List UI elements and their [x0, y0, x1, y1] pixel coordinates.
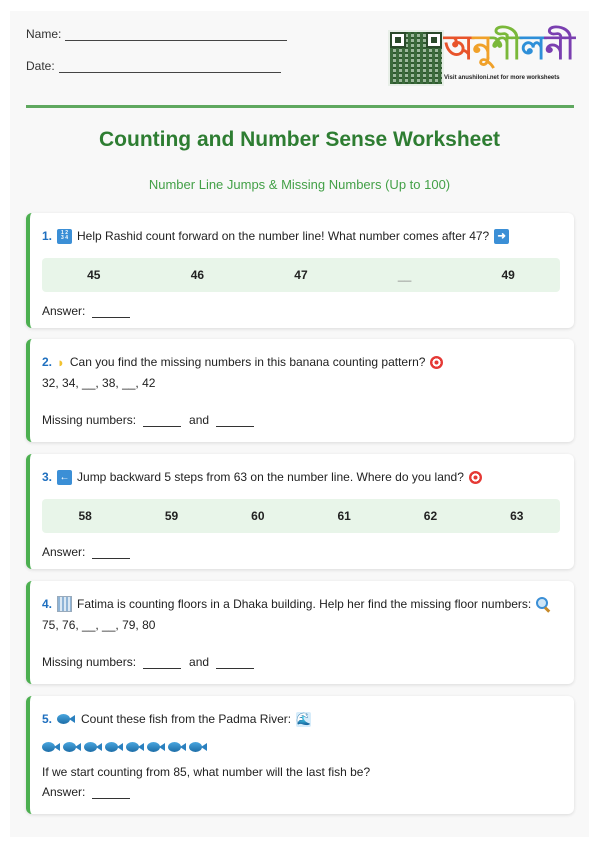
question-card-2: [26, 339, 574, 442]
fish-icon: [63, 741, 82, 753]
worksheet-page: [10, 11, 589, 837]
question-number: 5.: [42, 712, 53, 726]
fish-icon: [105, 741, 124, 753]
name-line[interactable]: [65, 28, 287, 41]
missing-blank-2[interactable]: [216, 416, 254, 427]
brand-wordmark: [444, 25, 574, 71]
and-label: and: [189, 655, 210, 669]
fish-icon: [42, 741, 61, 753]
name-label: Name:: [26, 27, 62, 41]
fish-icon: [168, 741, 187, 753]
missing-blank-2[interactable]: [216, 658, 254, 669]
number-sequence: 75, 76, __, __, 79, 80: [42, 618, 156, 632]
fish-icon: [57, 713, 76, 725]
answer-blank[interactable]: [92, 788, 130, 799]
question-text: Can you find the missing numbers in this banana counting pattern?: [69, 355, 426, 369]
answer-blank[interactable]: [92, 548, 130, 559]
name-field[interactable]: [26, 27, 287, 41]
number-line: [42, 499, 560, 533]
brand-char: নী: [544, 28, 574, 68]
question-number: 1.: [42, 229, 53, 243]
number-line-item: 46: [190, 268, 205, 282]
answer-row: [42, 304, 560, 318]
brand-char: অ: [444, 28, 473, 68]
input-numbers-icon: 1 2 3 4: [57, 229, 72, 244]
answer-row: [42, 545, 560, 559]
question-text: Jump backward 5 steps from 63 on the number line. Where do you land?: [77, 470, 464, 484]
target-icon: [430, 356, 443, 369]
missing-numbers-row: [42, 413, 560, 427]
brand-tagline: Visit anushiloni.net for more worksheets: [444, 75, 560, 81]
question-text: Fatima is counting floors in a Dhaka building. Help her find the missing floor numbers:: [77, 597, 532, 611]
brand-char: শী: [491, 28, 521, 68]
brand-char: ল: [520, 28, 545, 68]
answer-label: Answer:: [42, 304, 86, 318]
question-card-4: [26, 581, 574, 684]
question-card-3: [26, 454, 574, 569]
question-text: Help Rashid count forward on the number line! What number comes after 47?: [77, 229, 490, 243]
missing-label: Missing numbers:: [42, 413, 137, 427]
fish-icon: [189, 741, 208, 753]
number-line-blank[interactable]: __: [397, 268, 412, 282]
fish-row: [42, 738, 560, 756]
question-prompt: If we start counting from 85, what number will the last fish be?: [42, 765, 371, 779]
fish-icon: [147, 741, 166, 753]
number-line-item: 47: [294, 268, 308, 282]
number-line-item: 59: [164, 509, 179, 523]
left-arrow-icon: ←: [57, 470, 72, 485]
question-card-1: [26, 213, 574, 328]
qr-code-icon: [388, 30, 444, 86]
missing-blank-1[interactable]: [143, 658, 181, 669]
number-line-item: 60: [251, 509, 265, 523]
question-number: 3.: [42, 470, 53, 484]
number-line-item: 61: [337, 509, 351, 523]
missing-numbers-row: [42, 655, 560, 669]
missing-blank-1[interactable]: [143, 416, 181, 427]
office-building-icon: [57, 596, 72, 612]
question-text: Count these fish from the Padma River:: [81, 712, 292, 726]
number-line: [42, 258, 560, 292]
number-sequence: 32, 34, __, 38, __, 42: [42, 376, 156, 390]
date-label: Date:: [26, 59, 55, 73]
brand-logo: [386, 25, 572, 91]
and-label: and: [189, 413, 210, 427]
wave-icon: 🌊: [296, 712, 312, 726]
answer-label: Answer:: [42, 785, 86, 799]
page-title: Counting and Number Sense Worksheet: [99, 128, 500, 151]
question-card-5: [26, 696, 574, 814]
fish-icon: [84, 741, 103, 753]
missing-label: Missing numbers:: [42, 655, 137, 669]
number-line-item: 45: [87, 268, 101, 282]
answer-label: Answer:: [42, 545, 86, 559]
number-line-item: 58: [78, 509, 92, 523]
fish-icon: [126, 741, 145, 753]
number-line-item: 49: [501, 268, 515, 282]
number-line-item: 63: [510, 509, 524, 523]
question-number: 2.: [42, 355, 53, 369]
magnifier-icon: [536, 597, 551, 612]
date-line[interactable]: [59, 60, 281, 73]
number-line-item: 62: [423, 509, 438, 523]
brand-char: নু: [472, 28, 492, 68]
student-info: [26, 27, 287, 91]
right-arrow-icon: ➜: [494, 229, 509, 244]
header-divider: [26, 105, 574, 108]
answer-row: [42, 785, 560, 799]
target-icon: [469, 471, 482, 484]
question-number: 4.: [42, 597, 53, 611]
answer-blank[interactable]: [92, 307, 130, 318]
date-field[interactable]: [26, 59, 287, 73]
banana-icon: ◗: [57, 354, 65, 370]
page-subtitle: Number Line Jumps & Missing Numbers (Up to 100): [148, 177, 451, 192]
